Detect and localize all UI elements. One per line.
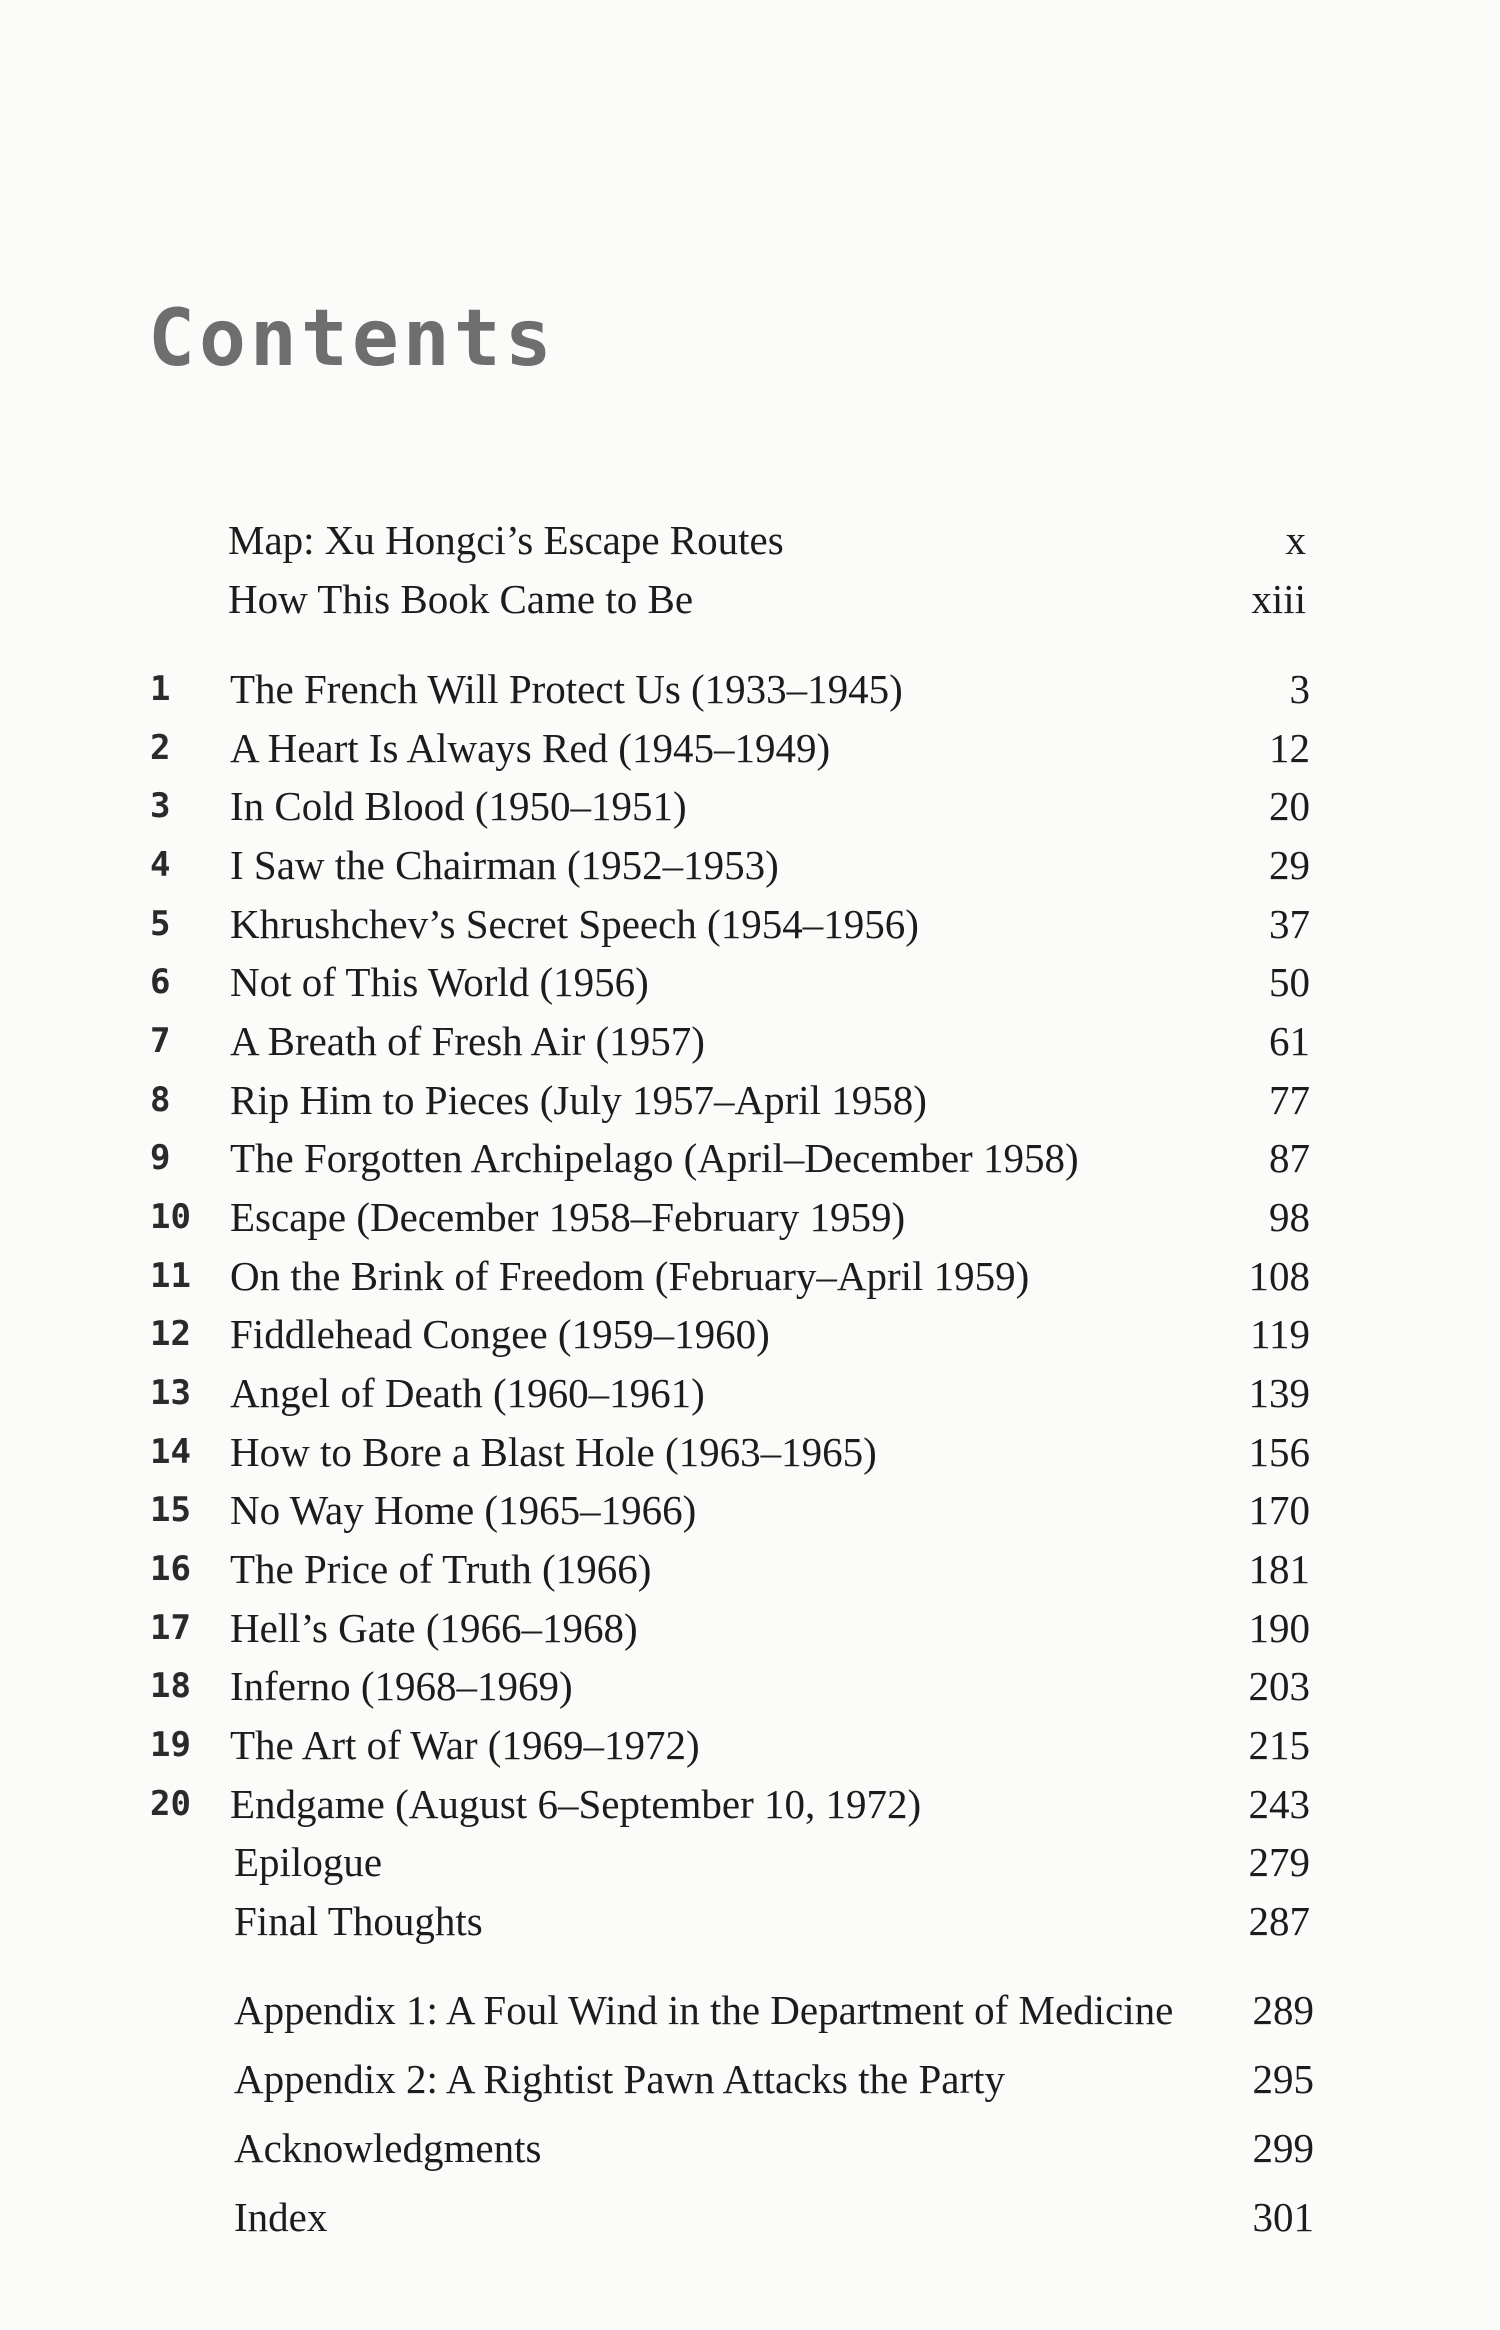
toc-entry-chapter-7[interactable] (150, 1012, 1310, 1070)
entry-title: On the Brink of Freedom (February–April 1959) (230, 1253, 1030, 1299)
toc-entry-chapter-13[interactable] (150, 1364, 1310, 1422)
entry-page: 181 (1248, 1546, 1310, 1592)
entry-page: 295 (1252, 2056, 1314, 2102)
entry-title: A Breath of Fresh Air (1957) (230, 1018, 705, 1064)
chapter-number: 1 (150, 669, 171, 709)
chapter-number: 20 (150, 1784, 191, 1824)
entry-title: Endgame (August 6–September 10, 1972) (230, 1781, 922, 1827)
entry-title: Rip Him to Pieces (July 1957–April 1958) (230, 1077, 927, 1123)
chapter-number: 14 (150, 1432, 191, 1472)
entry-title: No Way Home (1965–1966) (230, 1487, 697, 1533)
entry-title: The Forgotten Archipelago (April–December 1958) (230, 1135, 1079, 1181)
entry-page: 203 (1248, 1663, 1310, 1709)
toc-entry-chapter-8[interactable] (150, 1071, 1310, 1129)
chapter-number: 2 (150, 728, 171, 768)
toc-entry-chapter-12[interactable] (150, 1305, 1310, 1363)
entry-page: 77 (1269, 1077, 1310, 1123)
page-title: Contents (148, 294, 556, 384)
entry-page: 156 (1248, 1429, 1310, 1475)
entry-page: 12 (1269, 725, 1310, 771)
toc-entry-chapter-18[interactable] (150, 1657, 1310, 1715)
toc-entry-chapter-15[interactable] (150, 1481, 1310, 1539)
entry-page: 139 (1248, 1370, 1310, 1416)
toc-entry-chapter-3[interactable] (150, 777, 1310, 835)
entry-page: x (1285, 517, 1306, 563)
entry-title: Epilogue (234, 1839, 383, 1885)
entry-page: 29 (1269, 842, 1310, 888)
entry-page: 98 (1269, 1194, 1310, 1240)
toc-entry-chapter-4[interactable] (150, 836, 1310, 894)
entry-title: Index (234, 2194, 328, 2240)
entry-title: Acknowledgments (234, 2125, 542, 2171)
toc-entry-chapter-9[interactable] (150, 1129, 1310, 1187)
entry-title: A Heart Is Always Red (1945–1949) (230, 725, 831, 771)
entry-title: How This Book Came to Be (228, 576, 694, 622)
chapter-number: 17 (150, 1608, 191, 1648)
toc-entry-epilogue[interactable] (150, 1833, 1310, 1891)
toc-entry-chapter-10[interactable] (150, 1188, 1310, 1246)
entry-page: 119 (1250, 1311, 1310, 1357)
chapter-number: 19 (150, 1725, 191, 1765)
toc-entry-index[interactable] (150, 2188, 1314, 2246)
chapter-number: 10 (150, 1197, 191, 1237)
toc-entry-appendix-1[interactable] (150, 1981, 1314, 2039)
entry-page: 279 (1248, 1839, 1310, 1885)
entry-title: Angel of Death (1960–1961) (230, 1370, 705, 1416)
entry-title: Final Thoughts (234, 1898, 483, 1944)
entry-title: In Cold Blood (1950–1951) (230, 783, 687, 829)
toc-entry-chapter-1[interactable] (150, 660, 1310, 718)
chapter-number: 7 (150, 1021, 171, 1061)
toc-entry-chapter-14[interactable] (150, 1423, 1310, 1481)
chapter-number: 18 (150, 1666, 191, 1706)
entry-page: 108 (1248, 1253, 1310, 1299)
chapter-number: 11 (150, 1256, 191, 1296)
entry-title: Not of This World (1956) (230, 959, 649, 1005)
chapter-number: 6 (150, 962, 171, 1002)
chapter-number: 9 (150, 1138, 171, 1178)
entry-page: 287 (1248, 1898, 1310, 1944)
entry-title: Fiddlehead Congee (1959–1960) (230, 1311, 770, 1357)
entry-page: 215 (1248, 1722, 1310, 1768)
entry-page: 190 (1248, 1605, 1310, 1651)
entry-page: 20 (1269, 783, 1310, 829)
toc-entry-chapter-19[interactable] (150, 1716, 1310, 1774)
entry-page: 243 (1248, 1781, 1310, 1827)
entry-title: Khrushchev’s Secret Speech (1954–1956) (230, 901, 919, 947)
chapter-number: 3 (150, 786, 171, 826)
entry-page: xiii (1251, 576, 1306, 622)
toc-entry-acknowledgments[interactable] (150, 2119, 1314, 2177)
entry-page: 50 (1269, 959, 1310, 1005)
entry-title: The French Will Protect Us (1933–1945) (230, 666, 903, 712)
entry-page: 61 (1269, 1018, 1310, 1064)
entry-title: Map: Xu Hongci’s Escape Routes (228, 517, 784, 563)
chapter-number: 13 (150, 1373, 191, 1413)
toc-entry-final-thoughts[interactable] (150, 1892, 1310, 1950)
entry-page: 37 (1269, 901, 1310, 947)
chapter-number: 16 (150, 1549, 191, 1589)
chapter-number: 5 (150, 904, 171, 944)
entry-page: 289 (1252, 1987, 1314, 2033)
entry-title: Appendix 2: A Rightist Pawn Attacks the Party (234, 2056, 1006, 2102)
chapter-number: 8 (150, 1080, 171, 1120)
entry-title: The Art of War (1969–1972) (230, 1722, 700, 1768)
chapter-number: 4 (150, 845, 171, 885)
entry-page: 3 (1289, 666, 1310, 712)
chapter-number: 15 (150, 1490, 191, 1530)
toc-entry-chapter-6[interactable] (150, 953, 1310, 1011)
entry-page: 299 (1252, 2125, 1314, 2171)
toc-entry-chapter-17[interactable] (150, 1599, 1310, 1657)
entry-page: 301 (1252, 2194, 1314, 2240)
entry-title: Inferno (1968–1969) (230, 1663, 573, 1709)
chapter-number: 12 (150, 1314, 191, 1354)
entry-title: Appendix 1: A Foul Wind in the Department of Medicine (234, 1987, 1174, 2033)
entry-title: How to Bore a Blast Hole (1963–1965) (230, 1429, 877, 1475)
entry-title: I Saw the Chairman (1952–1953) (230, 842, 779, 888)
toc-entry-appendix-2[interactable] (150, 2050, 1314, 2108)
toc-entry-chapter-11[interactable] (150, 1247, 1310, 1305)
toc-entry-chapter-2[interactable] (150, 719, 1310, 777)
entry-page: 87 (1269, 1135, 1310, 1181)
entry-title: The Price of Truth (1966) (230, 1546, 652, 1592)
toc-entry-how-this-book-came-to-be[interactable] (150, 570, 1306, 628)
toc-entry-chapter-20[interactable] (150, 1775, 1310, 1833)
toc-entry-chapter-5[interactable] (150, 895, 1310, 953)
toc-entry-map[interactable] (150, 511, 1306, 569)
entry-title: Hell’s Gate (1966–1968) (230, 1605, 638, 1651)
entry-page: 170 (1248, 1487, 1310, 1533)
entry-title: Escape (December 1958–February 1959) (230, 1194, 906, 1240)
toc-entry-chapter-16[interactable] (150, 1540, 1310, 1598)
